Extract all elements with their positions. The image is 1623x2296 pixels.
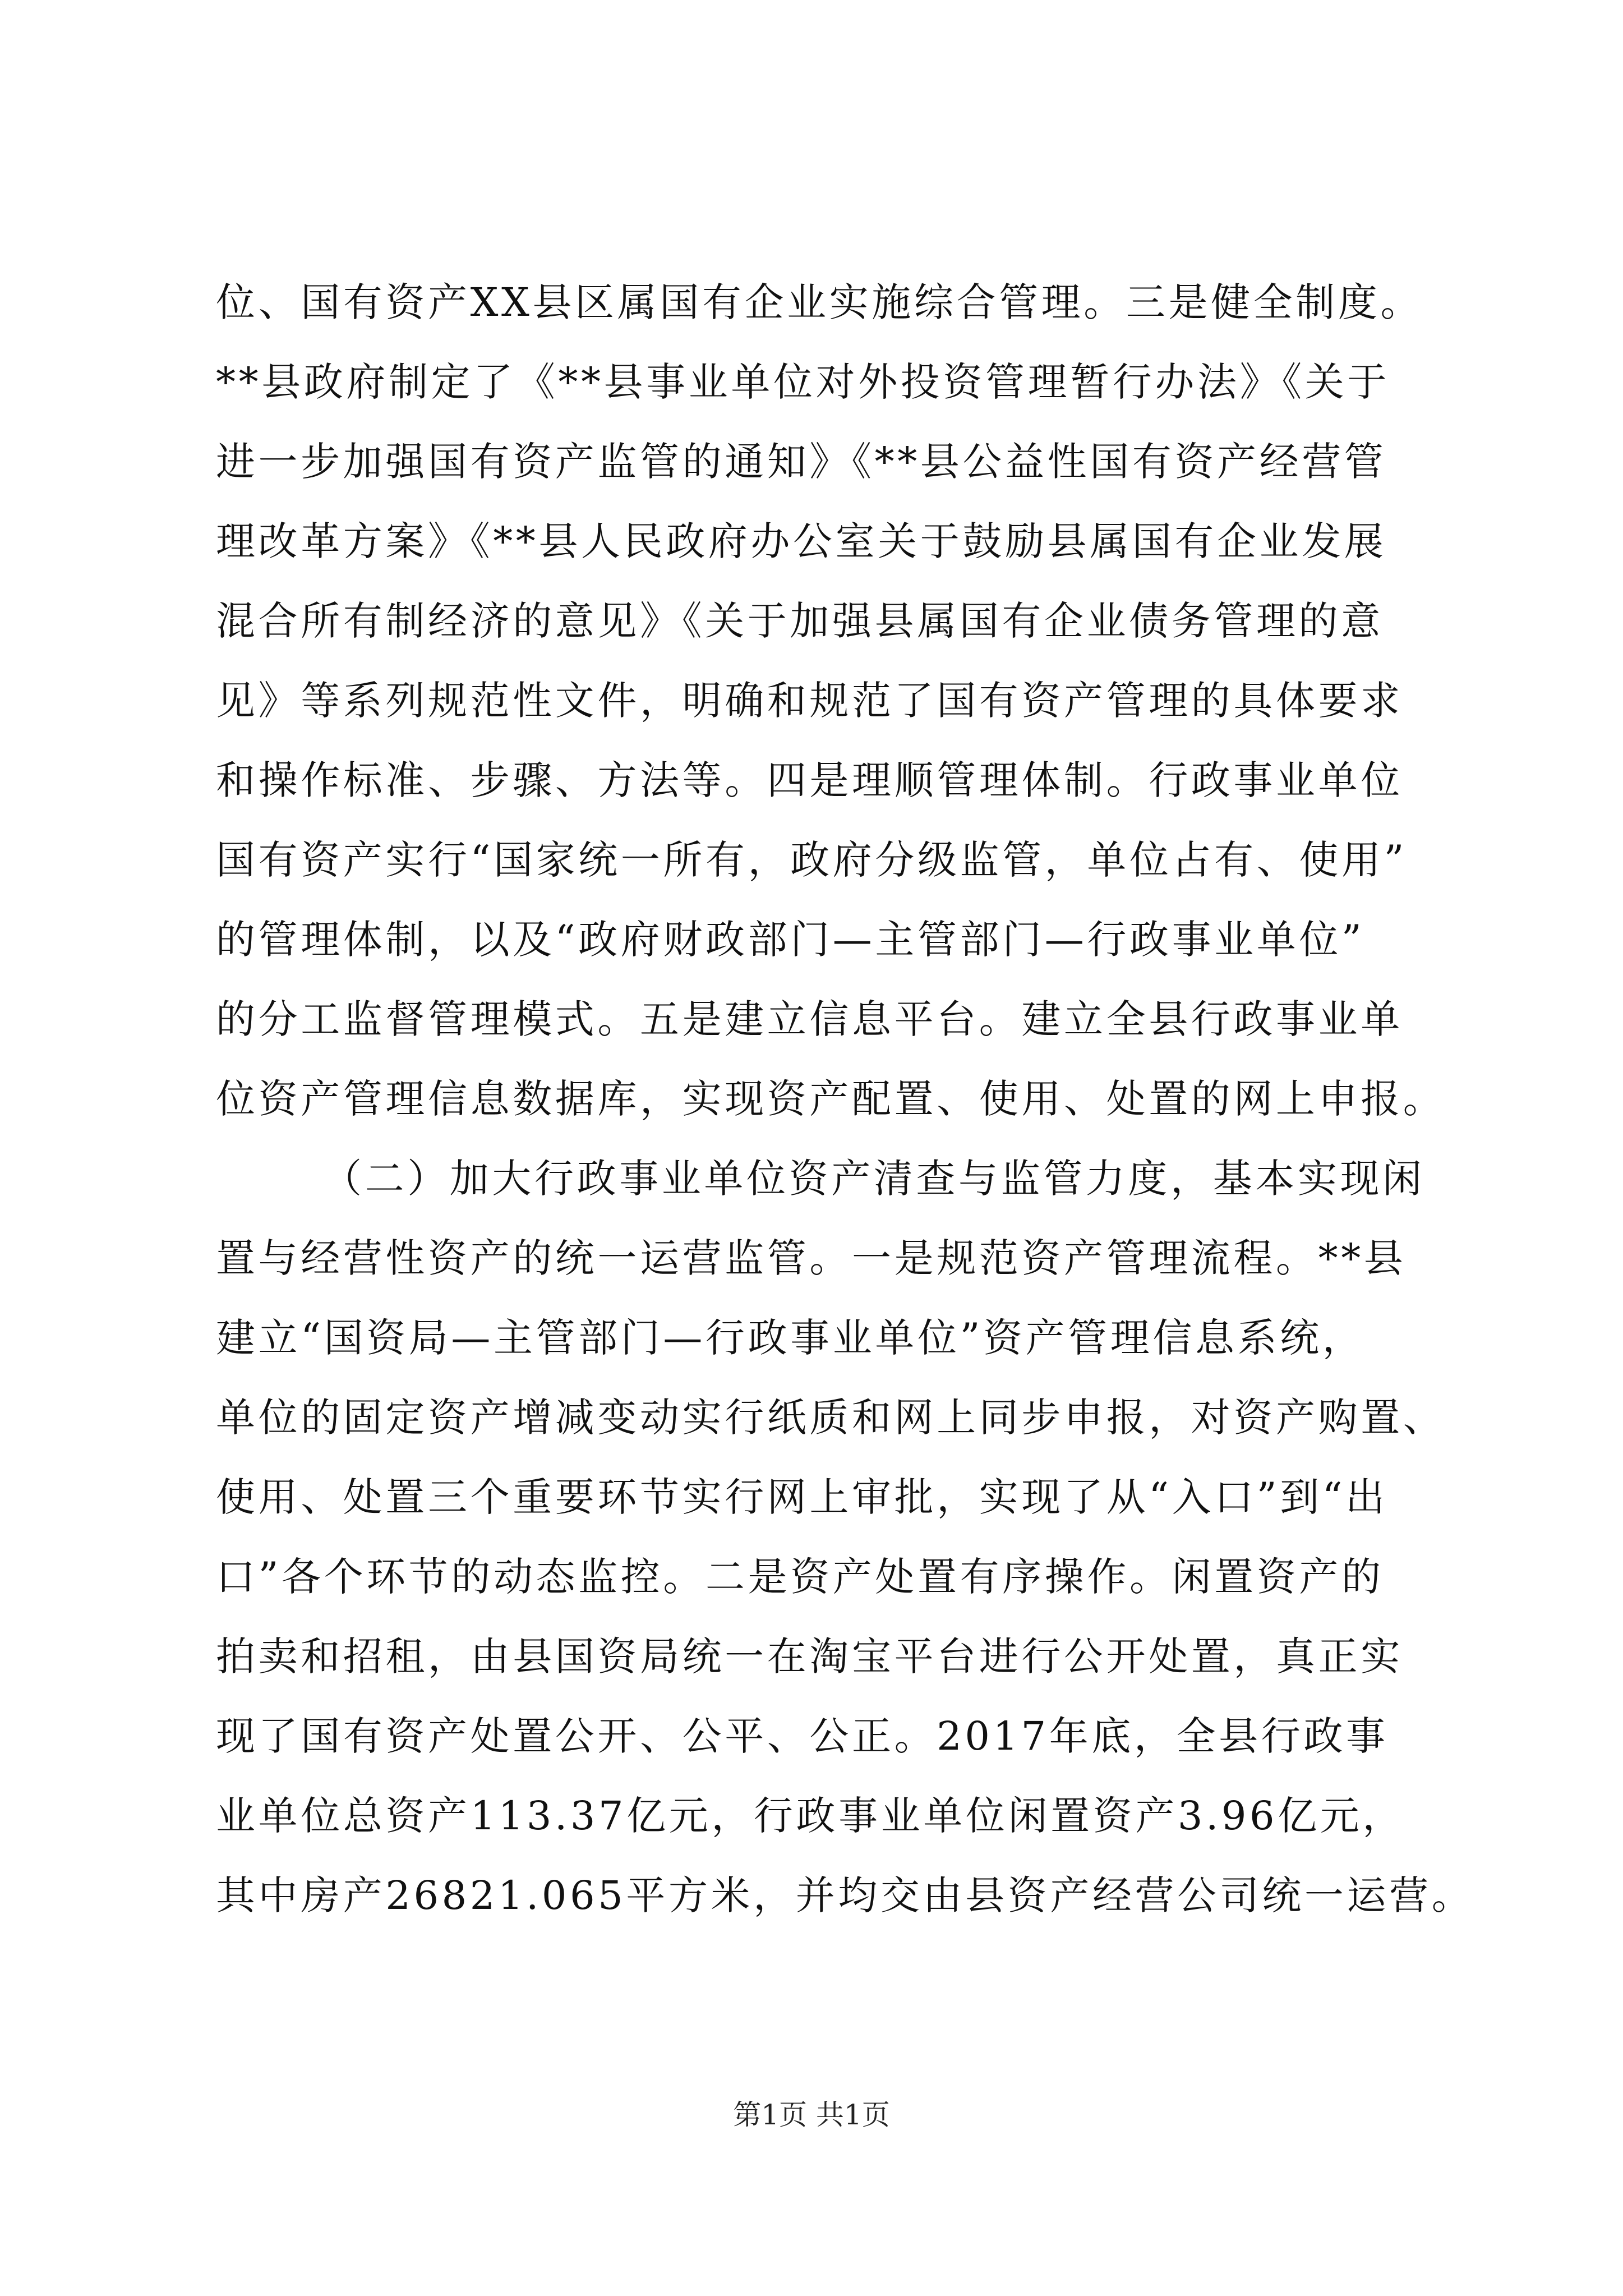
- text-line: 置与经营性资产的统一运营监管。一是规范资产管理流程。**县: [216, 1235, 1407, 1281]
- text-line: 国有资产实行“国家统一所有，政府分级监管，单位占有、使用”: [216, 837, 1407, 883]
- text-line: 位、国有资产XX县区属国有企业实施综合管理。三是健全制度。: [216, 279, 1423, 325]
- body-text: [216, 263, 1474, 1935]
- page-number-footer: 第1页 共1页: [733, 2099, 890, 2131]
- text-line: 拍卖和招租，由县国资局统一在淘宝平台进行公开处置，真正实: [216, 1634, 1403, 1680]
- text-line: 和操作标准、步骤、方法等。四是理顺管理体制。行政事业单位: [216, 757, 1403, 803]
- text-line: 见》等系列规范性文件，明确和规范了国有资产管理的具体要求: [216, 678, 1403, 724]
- text-line: 的管理体制，以及“政府财政部门—主管部门—行政事业单位”: [216, 917, 1365, 963]
- text-line: 口”各个环节的动态监控。二是资产处置有序操作。闲置资产的: [216, 1554, 1384, 1600]
- section-heading-line: （二）加大行政事业单位资产清查与监管力度，基本实现闲: [322, 1156, 1425, 1202]
- text-line: 进一步加强国有资产监管的通知》《**县公益性国有资产经营管: [216, 439, 1387, 485]
- text-line: 其中房产26821.065平方米，并均交由县资产经营公司统一运营。: [216, 1872, 1474, 1918]
- text-line: 理改革方案》《**县人民政府办公室关于鼓励县属国有企业发展: [216, 518, 1387, 564]
- text-line: 建立“国资局—主管部门—行政事业单位”资产管理信息系统，: [216, 1315, 1365, 1361]
- text-line: 使用、处置三个重要环节实行网上审批，实现了从“入口”到“出: [216, 1474, 1388, 1520]
- text-line: 位资产管理信息数据库，实现资产配置、使用、处置的网上申报。: [216, 1076, 1446, 1122]
- text-line: 业单位总资产113.37亿元，行政事业单位闲置资产3.96亿元，: [216, 1793, 1405, 1839]
- text-line: **县政府制定了《**县事业单位对外投资管理暂行办法》《关于: [216, 359, 1390, 405]
- text-line: 现了国有资产处置公开、公平、公正。2017年底，全县行政事: [216, 1713, 1389, 1759]
- text-line: 的分工监督管理模式。五是建立信息平台。建立全县行政事业单: [216, 996, 1403, 1042]
- text-line: 单位的固定资产增减变动实行纸质和网上同步申报，对资产购置、: [216, 1395, 1446, 1441]
- text-line: 混合所有制经济的意见》《关于加强县属国有企业债务管理的意: [216, 598, 1384, 644]
